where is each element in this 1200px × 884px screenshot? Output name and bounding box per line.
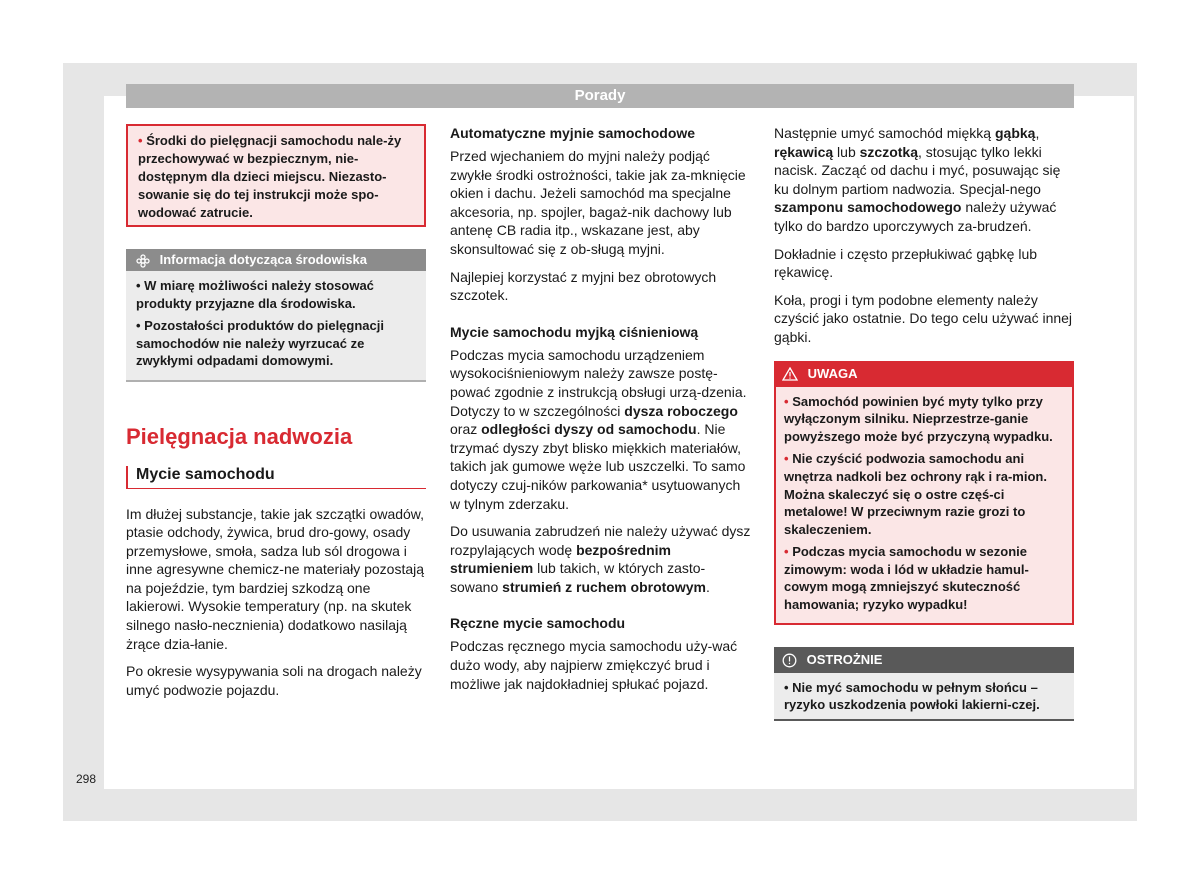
paragraph	[450, 522, 752, 596]
list-item: • Pozostałości produktów do pielęgnacji samochodów nie należy wyrzucać ze zwykłymi odpadami domowymi.	[136, 318, 384, 368]
paragraph: Podczas ręcznego mycia samochodu uży-wać dużo wody, aby najpierw zmiękczyć brud i możliwe jak najdokładniej spłukać pojazd.	[450, 638, 738, 692]
flower-icon	[136, 252, 154, 267]
header-title: Porady	[126, 84, 1074, 108]
text-span: lub	[833, 143, 860, 160]
caution-box	[774, 647, 1074, 721]
warning-box	[126, 124, 426, 227]
caution-body	[774, 673, 1074, 721]
page-number: 298	[76, 772, 97, 786]
warning-text: Środki do pielęgnacji samochodu nale-żу przechowywać w bezpiecznym, nie-dostępnym dla dzieci miejscu. Niezasto-sowanie się do tej instrukcji może spo-wodować zatrucie.	[138, 133, 402, 220]
bold-span: bezpośrednim strumieniem	[450, 541, 671, 577]
warning-triangle-icon	[782, 366, 802, 381]
paragraph: Koła, progi i tym podobne elementy należy czyścić jako ostatnie. Do tego celu używać innej gąbki.	[774, 291, 1073, 345]
bold-span: dysza roboczego	[624, 402, 738, 419]
list-item	[784, 543, 1064, 613]
text-span: Następnie umyć samochód miękką	[774, 125, 995, 141]
exclamation-circle-icon	[782, 652, 801, 667]
paragraph: Przed wjechaniem do myjni należy podjąć zwykłe środki ostrożności, takie jak za-mknięcie okien i dachu. Jeżeli samochód ma specjalne akcesoria, np. spojler, bagaż-nik dachowy lub antenę CB radia itp., wskazane jest, aby skonsultować się z ob-sługą myjni.	[450, 148, 746, 257]
list-item	[784, 450, 1064, 538]
bullet: •	[784, 544, 789, 560]
environment-body	[126, 271, 426, 380]
list-item: • W miarę możliwości należy stosować produkty przyjazne dla środowiska.	[136, 278, 374, 311]
paragraph: Najlepiej korzystać z myjni bez obrotowych szczotek.	[450, 268, 717, 304]
bullet: •	[784, 393, 789, 409]
bold-span: odległości dyszy od samochodu	[481, 421, 697, 438]
text-span: ,	[1035, 125, 1040, 141]
text-span: lub takich, w których zasto-sowano	[450, 560, 706, 595]
list-item: • Nie myć samochodu w pełnym słońcu – ryzyko uszkodzenia powłoki lakierni-czej.	[784, 679, 1040, 713]
bold-span: szczotką	[859, 143, 918, 160]
list-item-text: Nie myć samochodu w pełnym słońcu – ryzyko uszkodzenia powłoki lakierni-czej.	[784, 679, 1040, 713]
text-span: oraz	[450, 421, 482, 438]
text-span: .	[705, 578, 710, 595]
subheading: Ręczne mycie samochodu	[450, 615, 626, 632]
paragraph: Po okresie wysypywania soli na drogach należy umyć podwozie pojazdu.	[126, 663, 422, 698]
text-span: Podczas mycia samochodu urządzeniem wysokociśnieniowym należy zawsze postę-pować zgodnie z instrukcją obsługi urzą-dzenia. Dotyczy to w szczególności	[450, 346, 747, 419]
bold-span: gąbką	[995, 125, 1036, 141]
bold-span: szamponu samochodowego	[774, 199, 962, 216]
list-item-text: W miarę możliwości należy stosować produkty przyjazne dla środowiska.	[136, 278, 374, 311]
list-item-text: Samochód powinien być myty tylko przy wyłączonym silniku. Nieprzestrze-ganie powyższego może być przyczyną wypadku.	[784, 393, 1053, 444]
danger-title: UWAGA	[807, 365, 858, 381]
list-item	[784, 393, 1064, 446]
bullet: •	[784, 451, 789, 467]
bold-span: strumień z ruchem obrotowym	[502, 578, 706, 595]
environment-box	[126, 249, 426, 382]
text-span: Do usuwania zabrudzeń nie należy używać dysz rozpylających wodę	[450, 523, 751, 558]
chapter-heading: Pielęgnacja nadwozia	[126, 423, 353, 449]
paragraph	[450, 346, 752, 513]
danger-body	[774, 387, 1074, 625]
caution-title: OSTROŻNIE	[806, 651, 883, 667]
environment-title: Informacja dotycząca środowiska	[159, 252, 367, 267]
bullet: •	[138, 133, 143, 148]
paragraph	[774, 124, 1074, 236]
text-span: , stosując tylko lekki nacisk. Zacząć od dachu i myć, posuwając się ku dolnym partiom nadwozia. Specjal-nego	[774, 143, 1061, 197]
paragraph: Im dłużej substancje, takie jak szczątki owadów, ptasie odchody, żywica, brud dro-gowy, osady przemysłowe, smoła, sadza lub sól drogowa i inne agresywne chemicz-ne materiały pozostają na pojeździe, tym bardziej szkodzą one lakierowi. Wysokie temperatury (np. na skutek silnego nasło-necznienia) dodatkowo nasilają żrące dzia-łanie.	[126, 505, 425, 652]
caution-header	[774, 647, 1074, 673]
text-span: . Nie trzymać dyszy zbyt blisko miękkich materiałów, takich jak gumowe węże lub uszczelki. To samo dotyczy czuj-ników parkowania* usytuowanych w tylnym zderzaku.	[450, 421, 746, 512]
bold-span: rękawicą	[774, 143, 834, 160]
environment-header	[126, 249, 426, 271]
column-1	[126, 124, 426, 708]
list-item-text: Podczas mycia samochodu w sezonie zimowym: woda i lód w układzie hamul-cowym mogą zmniejszyć skuteczność hamowania; ryzyko wypadku!	[784, 544, 1029, 613]
list-item-text: Nie czyścić podwozia samochodu ani wnętrza nadkoli bez ochrony rąk i ra-mion. Można skaleczyć się o ostre częś-ci metalowe! W przeciwnym razie grozi to skaleczeniem.	[784, 451, 1047, 537]
text-span: należy używać tylko do bardzo uporczywych za-brudzeń.	[774, 199, 1057, 234]
subheading: Mycie samochodu myjką ciśnieniową	[450, 323, 699, 340]
subheading: Automatyczne myjnie samochodowe	[450, 125, 696, 141]
section-heading: Mycie samochodu	[126, 466, 426, 489]
danger-box	[774, 361, 1074, 625]
column-3	[774, 124, 1074, 721]
paragraph: Dokładnie i często przepłukiwać gąbkę lub rękawicę.	[774, 245, 1038, 281]
danger-header	[774, 361, 1074, 387]
column-2	[450, 124, 752, 702]
list-item-text: Pozostałości produktów do pielęgnacji samochodów nie należy wyrzucać ze zwykłymi odpadami domowymi.	[136, 318, 384, 368]
